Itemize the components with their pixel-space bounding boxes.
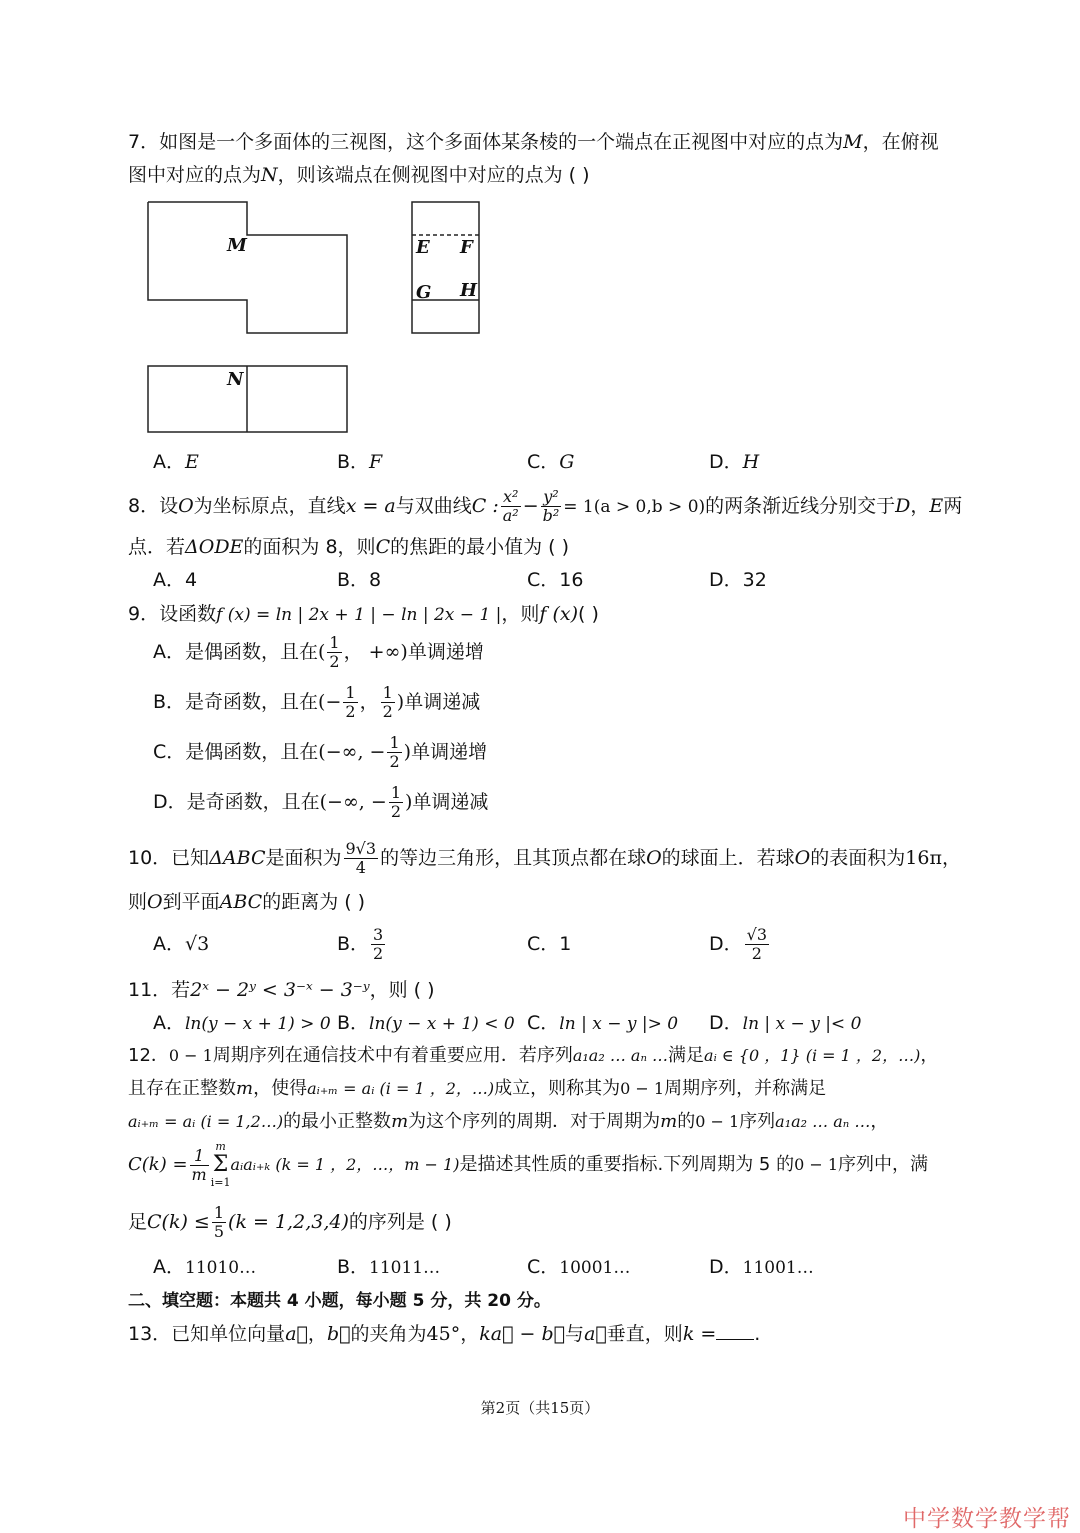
page-footer: 第2页（共15页）: [480, 1399, 600, 1417]
q10-line2: 则O到平面ABC的距离为 ( ): [128, 891, 366, 913]
label-h: H: [460, 280, 478, 301]
label-m: M: [227, 235, 247, 256]
q10-option-c[interactable]: C．1: [527, 933, 572, 955]
q8-line2: 点．若ΔODE的面积为 8，则C的焦距的最小值为 ( ): [128, 536, 570, 558]
q11-option-d[interactable]: D．ln | x − y |< 0: [709, 1012, 862, 1034]
q12-line1: 12．0 − 1周期序列在通信技术中有着重要应用．若序列a₁a₂ … aₙ …满足aᵢ ∈ {0 ，1} (i = 1 ，2，…)，: [128, 1045, 939, 1066]
q11-option-b[interactable]: B．ln(y − x + 1) < 0: [337, 1012, 515, 1034]
label-e: E: [416, 237, 430, 258]
q12-option-d[interactable]: D．11001…: [709, 1256, 814, 1278]
watermark: 中学数学教学帮: [903, 1506, 1071, 1532]
q7-option-b[interactable]: B．F: [337, 451, 383, 473]
q11-option-a[interactable]: A．ln(y − x + 1) > 0: [153, 1012, 331, 1034]
q8-option-a[interactable]: A．4: [153, 569, 198, 591]
q13-stem: 13．已知单位向量a⃗，b⃗的夹角为45°，ka⃗ − b⃗与a⃗垂直，则k = .: [128, 1323, 761, 1345]
q8-frac-x: $\frac{\text{x²}}{\text{a²}}$: [502, 487, 519, 525]
q8-option-c[interactable]: C．16: [527, 569, 584, 591]
q9-b-frac1: $\frac{1}{2}$: [345, 683, 356, 721]
q12-option-b[interactable]: B．11011…: [337, 1256, 441, 1278]
q12-sum: m Σ i=1: [210, 1140, 231, 1189]
q9-c-frac: $\frac{1}{2}$: [389, 733, 400, 771]
q10-line1: 10．已知ΔABC是面积为 $\frac{9√3}{4}$ 的等边三角形，且其顶点都在球O的球面上．若球O的表面积为16π，: [128, 839, 961, 877]
q10-d-frac: $\frac{√3}{2}$: [746, 925, 768, 963]
q9-option-a[interactable]: A．是偶函数，且在( $\frac{1}{2}$ ， +∞)单调递增: [153, 633, 484, 671]
label-g: G: [416, 282, 432, 303]
q8-frac-y: $\frac{\text{y²}}{\text{b²}}$: [542, 487, 560, 525]
q8-line1: 8．设O为坐标原点，直线x = a与双曲线C : $\frac{\text{x²}}{\text{a²}}$ − $\frac{\text{y²}}{\text{b²}}$ = 1(a > 0,b > 0)的两条渐近线分别交于D，E两: [128, 487, 963, 525]
q12-line3: aᵢ₊ₘ = aᵢ (i = 1,2…)的最小正整数m为这个序列的周期．对于周期为m的0 − 1序列a₁a₂ … aₙ …，: [128, 1111, 889, 1132]
q10-option-b[interactable]: B． $\frac{3}{2}$: [337, 925, 384, 963]
q9-option-c[interactable]: C．是偶函数，且在(−∞, − $\frac{1}{2}$ )单调递增: [153, 733, 488, 771]
q9-b-frac2: $\frac{1}{2}$: [382, 683, 393, 721]
q12-option-c[interactable]: C．10001…: [527, 1256, 631, 1278]
q10-b-frac: $\frac{3}{2}$: [373, 925, 384, 963]
q10-option-d[interactable]: D． $\frac{√3}{2}$: [709, 925, 768, 963]
q12-option-a[interactable]: A．11010…: [153, 1256, 257, 1278]
q8-option-b[interactable]: B．8: [337, 569, 382, 591]
section-fill-in-heading: 二、填空题：本题共 4 小题，每小题 5 分，共 20 分。: [128, 1291, 551, 1311]
q7-option-a[interactable]: A．E: [153, 451, 199, 473]
q7-option-d[interactable]: D．H: [709, 451, 760, 473]
q12-line5: 足C(k) ≤ $\frac{1}{5}$ (k = 1,2,3,4)的序列是 ( ): [128, 1203, 452, 1241]
label-f: F: [460, 237, 473, 258]
q9-option-b[interactable]: B．是奇函数，且在(− $\frac{1}{2}$ ， $\frac{1}{2}$ )单调递减: [153, 683, 481, 721]
q7-line1: 7．如图是一个多面体的三视图，这个多面体某条棱的一个端点在正视图中对应的点为M，在俯视: [128, 131, 939, 153]
label-n: N: [227, 369, 244, 390]
q11-option-c[interactable]: C．ln | x − y |> 0: [527, 1012, 679, 1034]
q11-stem: 11．若2ˣ − 2ʸ < 3⁻ˣ − 3⁻ʸ，则 ( ): [128, 979, 435, 1001]
q9-stem: 9．设函数f (x) = ln | 2x + 1 | − ln | 2x − 1 |，则f (x)( ): [128, 603, 599, 625]
q12-line2: 且存在正整数m，使得aᵢ₊ₘ = aᵢ (i = 1 ，2，…)成立，则称其为0 − 1周期序列，并称满足: [128, 1078, 827, 1099]
q9-d-frac: $\frac{1}{2}$: [390, 783, 401, 821]
side-view: [412, 202, 479, 333]
q12-c-frac: $\frac{1}{m}$: [191, 1145, 207, 1184]
q13-answer-blank[interactable]: [716, 1321, 754, 1340]
q12-line4: C(k) = $\frac{1}{m}$ m Σ i=1 aᵢaᵢ₊ₖ (k = 1 ，2，…，m − 1)是描述其性质的重要指标.下列周期为 5 的0 − 1序列中，满: [128, 1140, 929, 1189]
three-view-figure: [0, 0, 1080, 450]
q7-option-c[interactable]: C．G: [527, 451, 575, 473]
q9-option-d[interactable]: D．是奇函数，且在(−∞, − $\frac{1}{2}$ )单调递减: [153, 783, 489, 821]
q8-option-d[interactable]: D．32: [709, 569, 767, 591]
q10-area-frac: $\frac{9√3}{4}$: [345, 839, 377, 877]
q10-option-a[interactable]: A．√3: [153, 933, 210, 955]
front-view: [148, 202, 347, 333]
q7-line2: 图中对应的点为N，则该端点在侧视图中对应的点为 ( ): [128, 164, 590, 186]
q9-a-frac: $\frac{1}{2}$: [329, 633, 340, 671]
q12-bound-frac: $\frac{1}{5}$: [213, 1203, 225, 1241]
